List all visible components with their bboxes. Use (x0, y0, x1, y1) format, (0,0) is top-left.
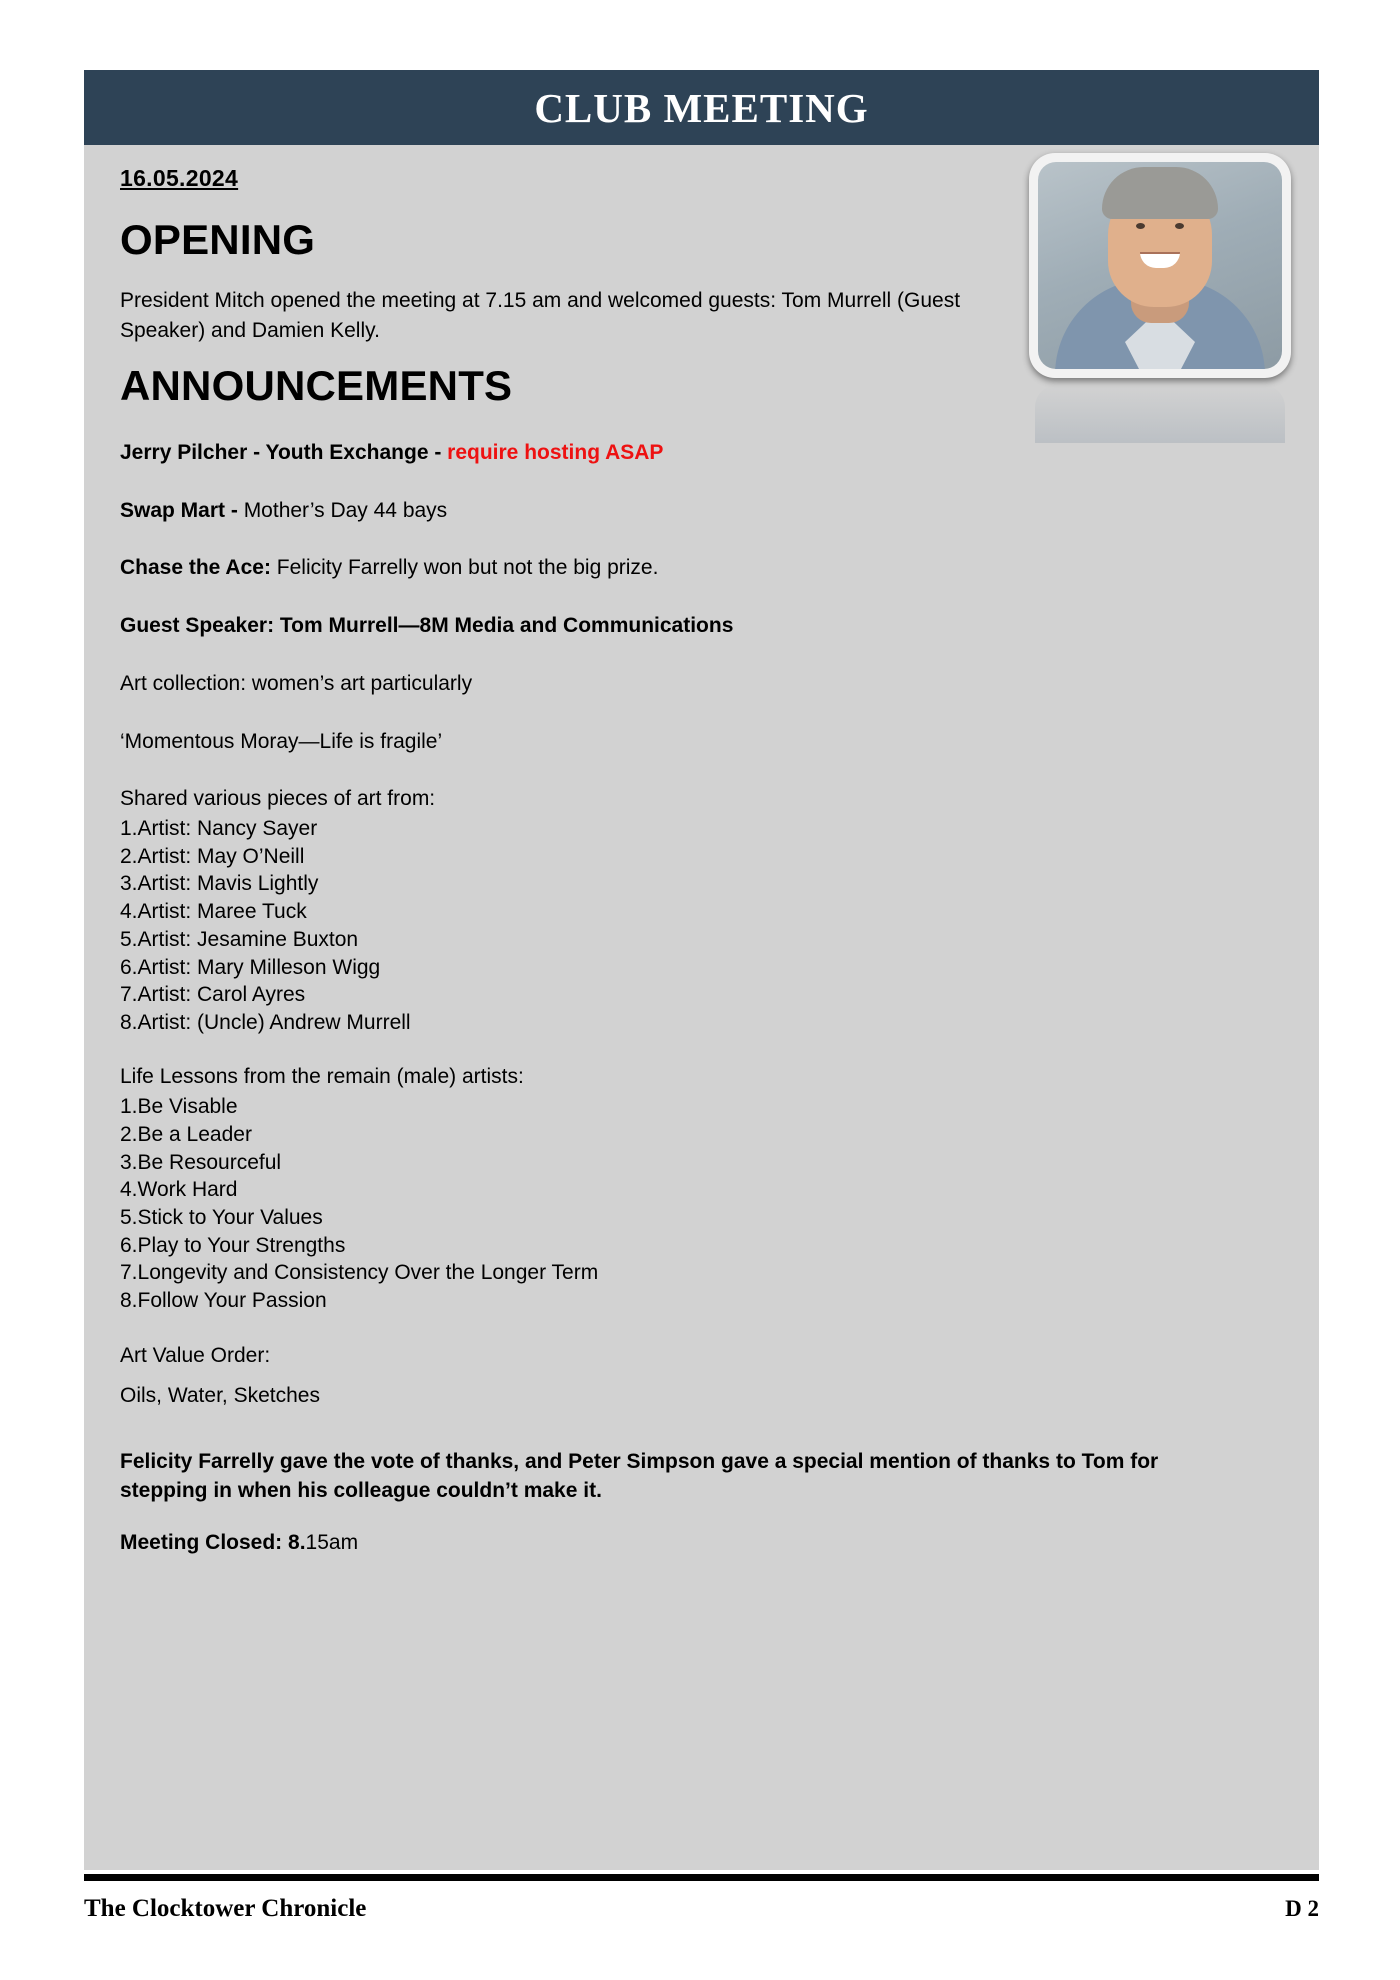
announcement-item (120, 553, 1285, 583)
announcement-highlight: require hosting ASAP (447, 440, 664, 464)
artists-list-intro: Shared various pieces of art from: (120, 786, 436, 810)
list-item: 1.Be Visable (120, 1095, 238, 1119)
article-body (120, 165, 1285, 1555)
note-line: Art collection: women’s art particularly (120, 672, 473, 696)
list-item: 2.Artist: May O’Neill (120, 844, 305, 868)
announcement-label: Guest Speaker: Tom Murrell—8M Media and Communications (120, 614, 734, 638)
meeting-closed-label: Meeting Closed: 8. (120, 1531, 306, 1555)
thanks-paragraph: Felicity Farrelly gave the vote of thanks, and Peter Simpson gave a special mention of thanks to Tom for stepping in when his colleague couldn’t make it. (120, 1449, 1159, 1502)
announcement-item (120, 496, 1285, 526)
lessons-list (120, 1093, 1285, 1315)
opening-heading: OPENING (120, 216, 316, 263)
announcement-item (120, 611, 1285, 641)
list-item: 2.Be a Leader (120, 1122, 252, 1146)
page-number: D 2 (1285, 1896, 1319, 1921)
list-item: 1.Artist: Nancy Sayer (120, 817, 318, 841)
spacer (120, 1421, 1285, 1447)
announcement-text: Mother’s Day 44 bays (243, 498, 448, 522)
footer-divider (84, 1874, 1319, 1881)
list-item: 8.Follow Your Passion (120, 1289, 327, 1313)
art-value-text: Oils, Water, Sketches (120, 1383, 320, 1407)
list-item: 4.Artist: Maree Tuck (120, 900, 307, 924)
list-item: 6.Artist: Mary Milleson Wigg (120, 955, 381, 979)
lessons-list-intro: Life Lessons from the remain (male) artists: (120, 1064, 524, 1088)
page-title: CLUB MEETING (534, 84, 869, 131)
content-panel (84, 145, 1319, 1870)
meeting-date: 16.05.2024 (120, 165, 239, 191)
list-item: 7.Longevity and Consistency Over the Longer Term (120, 1261, 599, 1285)
list-item: 5.Artist: Jesamine Buxton (120, 927, 359, 951)
page-footer (84, 1895, 1319, 1923)
announcement-text: Felicity Farrelly won but not the big prize. (276, 556, 659, 580)
publication-name: The Clocktower Chronicle (84, 1895, 367, 1922)
list-item: 3.Be Resourceful (120, 1150, 282, 1174)
page-header-bar (84, 70, 1319, 145)
list-item: 6.Play to Your Strengths (120, 1233, 346, 1257)
artists-list (120, 815, 1285, 1037)
art-value-label: Art Value Order: (120, 1343, 271, 1367)
announcement-item (120, 438, 1285, 468)
list-item: 4.Work Hard (120, 1178, 238, 1202)
announcement-label: Jerry Pilcher - Youth Exchange - (120, 440, 448, 464)
meeting-closed-line (120, 1531, 1285, 1555)
spacer (120, 1037, 1285, 1063)
meeting-closed-time: 15am (305, 1531, 359, 1555)
list-item: 8.Artist: (Uncle) Andrew Murrell (120, 1011, 411, 1035)
announcement-label: Chase the Ace: (120, 556, 277, 580)
list-item: 7.Artist: Carol Ayres (120, 983, 306, 1007)
announcement-label: Swap Mart - (120, 498, 244, 522)
opening-paragraph: President Mitch opened the meeting at 7.15 am and welcomed guests: Tom Murrell (Guest Speaker) and Damien Kelly. (120, 289, 961, 342)
list-item: 5.Stick to Your Values (120, 1206, 323, 1229)
note-line: ‘Momentous Moray—Life is fragile’ (120, 729, 443, 753)
list-item: 3.Artist: Mavis Lightly (120, 872, 319, 896)
announcements-heading: ANNOUNCEMENTS (120, 361, 513, 409)
spacer (120, 1315, 1285, 1341)
